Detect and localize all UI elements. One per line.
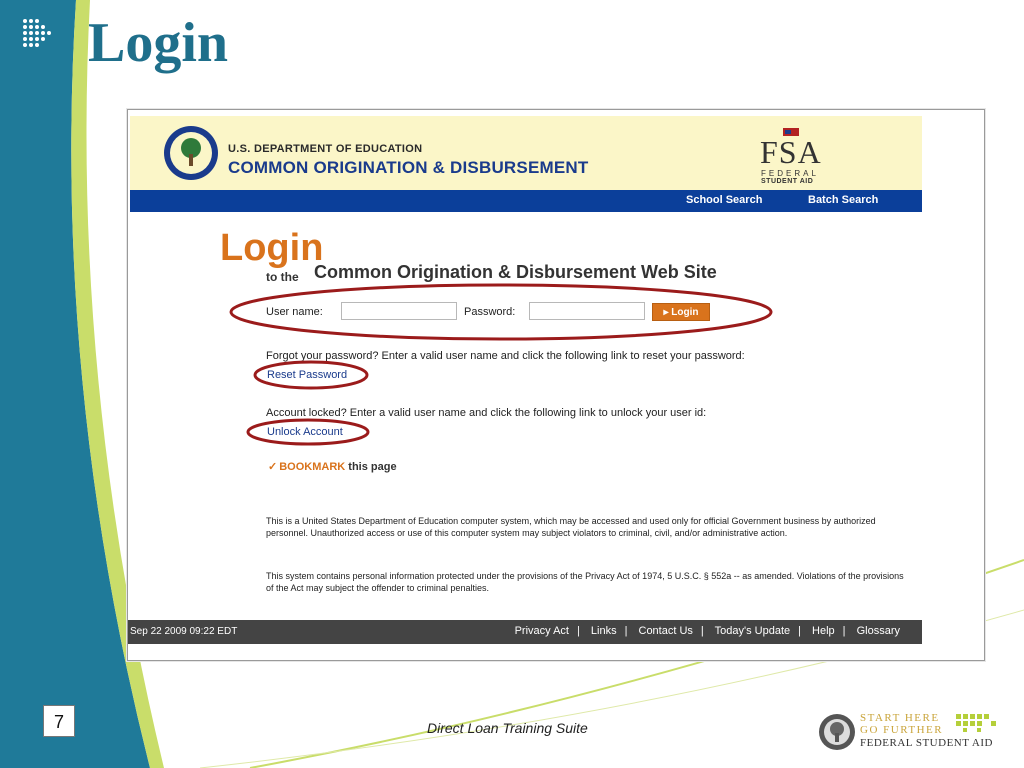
reset-password-link[interactable]: Reset Password xyxy=(267,369,348,381)
privacy-notice: This system contains personal information protected under the provisions of the Privacy Act of 1974, 5 U.S.C. § 552a -- as amended. Violations of the provisions of the Act may subject the offender to criminal penalties. xyxy=(266,571,904,593)
login-button[interactable]: ▸ Login xyxy=(652,303,710,321)
footer-timestamp: Sep 22 2009 09:22 EDT xyxy=(130,626,238,637)
fsa-letters: FSA xyxy=(760,134,822,170)
bookmark-rest: this page xyxy=(345,461,397,473)
bookmark-link[interactable] xyxy=(268,460,397,473)
department-name: U.S. DEPARTMENT OF EDUCATION xyxy=(228,143,423,155)
username-label: User name: xyxy=(266,306,323,318)
nav-school-search[interactable]: School Search xyxy=(686,194,763,206)
system-name: COMMON ORIGINATION & DISBURSEMENT xyxy=(228,158,589,177)
footer-link-glossary[interactable]: Glossary xyxy=(856,625,900,637)
site-navbar xyxy=(130,190,922,212)
login-heading: Login xyxy=(220,227,324,269)
footer-separator: | xyxy=(842,625,846,637)
slide-page-number: 7 xyxy=(43,705,75,737)
slide-title: Login xyxy=(88,12,229,74)
education-seal-icon xyxy=(818,713,856,751)
footer-link-help[interactable]: Help xyxy=(812,625,835,637)
brand-federal-student-aid: FEDERAL STUDENT AID xyxy=(860,737,993,749)
fsa-federal: FEDERAL xyxy=(761,169,819,178)
website-screenshot xyxy=(127,109,985,661)
footer-separator: | xyxy=(576,625,580,637)
unlock-account-link[interactable]: Unlock Account xyxy=(267,426,343,438)
footer-separator: | xyxy=(798,625,801,637)
brand-pixel-squares-icon xyxy=(956,712,1012,732)
legal-notice: This is a United States Department of Education computer system, which may be accessed and used only for official Government business by authorized personnel. Unauthorized access or use of this computer system may subject violators to criminal, civil, and/or administrative action. xyxy=(266,516,876,538)
footer-separator: | xyxy=(700,625,704,637)
check-icon: ✓ xyxy=(268,461,278,473)
footer-separator: | xyxy=(624,625,628,637)
fsa-brand-logo xyxy=(818,710,1014,754)
fsa-logo xyxy=(755,126,827,186)
username-input[interactable] xyxy=(341,302,457,320)
footer-links xyxy=(515,625,900,637)
nav-batch-search[interactable]: Batch Search xyxy=(808,194,879,206)
password-label: Password: xyxy=(464,306,516,318)
site-header xyxy=(130,116,922,190)
bookmark-bold: BOOKMARK xyxy=(279,461,346,473)
fsa-student-aid: STUDENT AID xyxy=(761,178,814,185)
department-seal-icon xyxy=(162,124,220,182)
account-locked-text: Account locked? Enter a valid user name and click the following link to unlock your user id: xyxy=(266,407,707,419)
login-to-the: to the xyxy=(266,270,299,284)
footer-link-privacy-act[interactable]: Privacy Act xyxy=(514,625,569,637)
dots-arrow-icon xyxy=(22,18,62,48)
brand-start-here: START HERE xyxy=(860,712,940,724)
password-input[interactable] xyxy=(529,302,645,320)
forgot-password-text: Forgot your password? Enter a valid user name and click the following link to reset your password: xyxy=(266,350,745,362)
login-subtitle: Common Origination & Disbursement Web Site xyxy=(314,262,717,282)
site-footer xyxy=(128,620,922,644)
slide-footer-text: Direct Loan Training Suite xyxy=(427,720,588,736)
footer-link-contact-us[interactable]: Contact Us xyxy=(638,625,693,637)
brand-go-further: GO FURTHER xyxy=(860,724,944,736)
footer-link-links[interactable]: Links xyxy=(590,625,617,637)
footer-link-todays-update[interactable]: Today's Update xyxy=(714,625,791,637)
